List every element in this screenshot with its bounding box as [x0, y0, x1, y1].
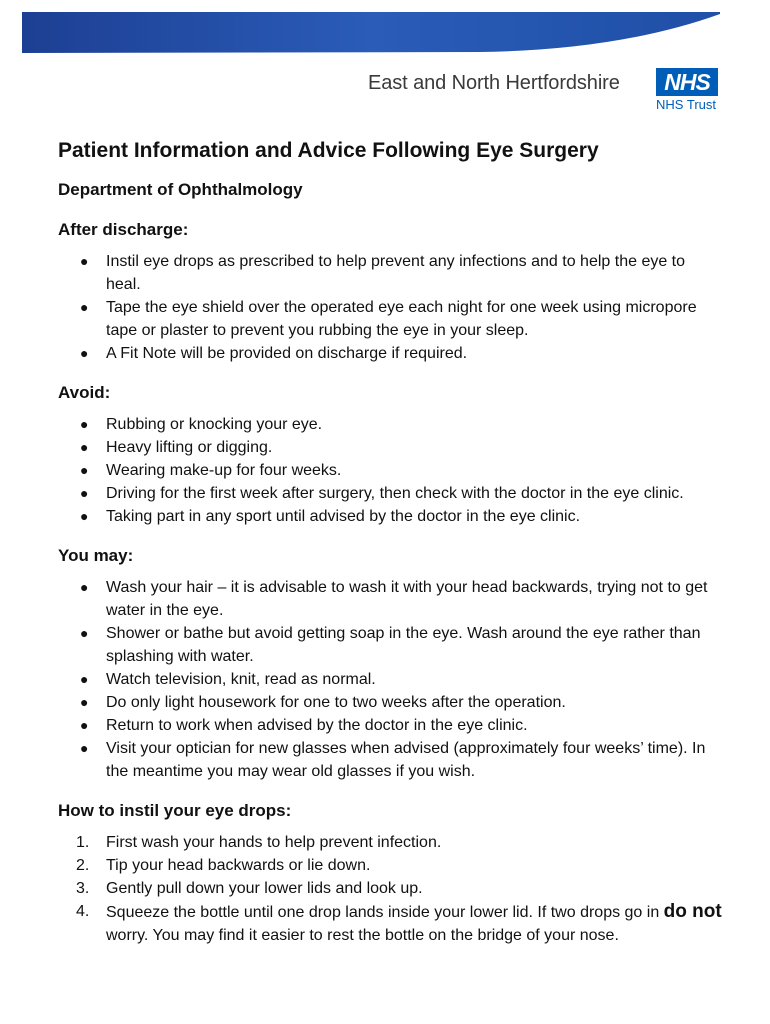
bullet-icon: ● [80, 416, 89, 432]
bullet-icon: ● [80, 462, 89, 478]
header-banner [0, 0, 770, 56]
list-item: ● Heavy lifting or digging. [58, 436, 723, 459]
bullet-icon: ● [80, 717, 89, 733]
list-item: ● Rubbing or knocking your eye. [58, 413, 723, 436]
list-item: 3. Gently pull down your lower lids and look up. [58, 877, 723, 900]
bullet-icon: ● [80, 508, 89, 524]
step-number: 4. [76, 903, 90, 920]
eye-drops-heading: How to instil your eye drops: [58, 801, 292, 820]
step-number: 2. [76, 857, 90, 874]
you-may-heading: You may: [58, 546, 134, 565]
organisation-name: East and North Hertfordshire [368, 72, 620, 94]
after-discharge-list [58, 250, 723, 365]
list-item: ● Instil eye drops as prescribed to help prevent any infections and to help the eye to heal. [58, 250, 723, 296]
emphasis-text: do not [663, 901, 722, 922]
list-item: 1. First wash your hands to help prevent infection. [58, 831, 723, 854]
list-item: ● Return to work when advised by the doctor in the eye clinic. [58, 714, 723, 737]
bullet-icon: ● [80, 671, 89, 687]
step-number: 3. [76, 880, 90, 897]
list-item: ● Driving for the first week after surgery, then check with the doctor in the eye clinic. [58, 482, 723, 505]
list-item: ● Watch television, knit, read as normal. [58, 668, 723, 691]
list-item: ● Wearing make-up for four weeks. [58, 459, 723, 482]
bullet-icon: ● [80, 694, 89, 710]
list-item: 2. Tip your head backwards or lie down. [58, 854, 723, 877]
avoid-list [58, 413, 723, 528]
bullet-icon: ● [80, 740, 89, 756]
list-item: ● Taking part in any sport until advised by the doctor in the eye clinic. [58, 505, 723, 528]
list-item: 4. Squeeze the bottle until one drop lands inside your lower lid. If two drops go in do not worry. You may find it easier to rest the bottle on the bridge of your nose. [76, 901, 722, 944]
avoid-heading: Avoid: [58, 383, 111, 402]
bullet-icon: ● [80, 439, 89, 455]
list-item: ● Tape the eye shield over the operated eye each night for one week using micropore tape or plaster to prevent you rubbing the eye in your sleep. [58, 296, 723, 342]
organisation-header [368, 66, 720, 116]
bullet-icon: ● [80, 253, 89, 269]
bullet-icon: ● [80, 485, 89, 501]
list-item: ● Shower or bathe but avoid getting soap in the eye. Wash around the eye rather than splashing with water. [58, 622, 723, 668]
after-discharge-heading: After discharge: [58, 220, 189, 239]
document-body [58, 136, 723, 947]
eye-drops-steps [58, 831, 723, 947]
list-item: ● Wash your hair – it is advisable to wash it with your head backwards, trying not to get water in the eye. [58, 576, 723, 622]
bullet-icon: ● [80, 625, 89, 641]
nhs-logo: NHS [656, 68, 718, 96]
trust-name: NHS Trust [656, 97, 716, 112]
bullet-icon: ● [80, 299, 89, 315]
page-title: Patient Information and Advice Following Eye Surgery [58, 139, 599, 162]
you-may-list [58, 576, 723, 783]
step-number: 1. [76, 834, 90, 851]
department-heading: Department of Ophthalmology [58, 180, 303, 199]
bullet-icon: ● [80, 345, 89, 361]
list-item: ● Visit your optician for new glasses when advised (approximately four weeks’ time). In the meantime you may wear old glasses if you wish. [58, 737, 723, 783]
list-item: ● Do only light housework for one to two weeks after the operation. [58, 691, 723, 714]
list-item: ● A Fit Note will be provided on discharge if required. [58, 342, 723, 365]
bullet-icon: ● [80, 579, 89, 595]
